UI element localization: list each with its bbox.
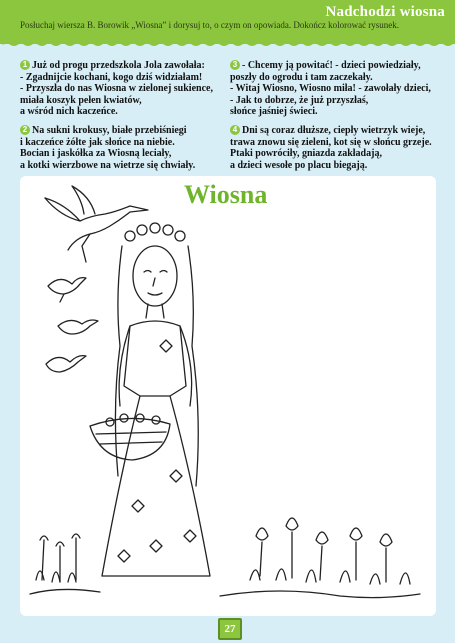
verse-line: - Chcemy ją powitać! - dzieci powiedziały,: [242, 60, 421, 71]
crocus-flowers-right: [220, 518, 420, 598]
verse-4: [230, 125, 432, 171]
page-title: Nadchodzi wiosna: [325, 4, 445, 20]
snowdrop-flowers-left: [30, 534, 100, 594]
verse-2: [20, 125, 195, 171]
verse-number-badge: 4: [230, 125, 240, 135]
swallow-icon: [48, 278, 86, 302]
verse-line: a dzieci wesołe po placu biegają.: [230, 159, 368, 171]
verse-line: - Witaj Wiosno, Wiosno miła! - zawołały dzieci,: [230, 83, 431, 95]
swallow-icon: [58, 320, 98, 334]
verse-line: trawa znowu się zieleni, kot się w słońcu grzeje.: [230, 136, 432, 148]
verse-line: słońce jaśniej świeci.: [230, 106, 318, 118]
drawing-title: Wiosna: [184, 180, 268, 209]
page-number-badge: 27: [218, 618, 242, 640]
instruction-text: Posłuchaj wiersza B. Borowik „Wiosna” i dorysuj to, o czym on opowiada. Dokończ kolorować rysunek.: [20, 20, 400, 30]
verse-line: a kotki wierzbowe na wietrze się chwiały.: [20, 159, 196, 171]
verse-3: [230, 60, 431, 118]
verse-line: Dni są coraz dłuższe, ciepły wietrzyk wieje,: [242, 125, 426, 136]
verse-number-badge: 3: [230, 60, 240, 70]
verse-line: Na sukni krokusy, białe przebiśniegi: [32, 125, 187, 136]
verse-number-badge: 1: [20, 60, 30, 70]
verse-line: poszły do ogrodu i tam zaczekały.: [230, 71, 373, 83]
spring-girl-figure: [90, 223, 210, 576]
verse-line: - Zgadnijcie kochani, kogo dziś widziałam!: [20, 71, 203, 83]
coloring-illustration[interactable]: [20, 176, 436, 616]
stork-icon: [45, 186, 148, 262]
verse-line: - Jak to dobrze, że już przyszłaś,: [230, 94, 369, 106]
header-scallop-edge: [0, 36, 455, 52]
verse-line: - Przyszła do nas Wiosna w zielonej sukience,: [20, 83, 213, 95]
verse-line: miała koszyk pełen kwiatów,: [20, 94, 142, 106]
verse-line: Już od progu przedszkola Jola zawołała:: [32, 60, 205, 71]
verse-line: Bocian i jaskółka za Wiosną leciały,: [20, 148, 172, 160]
verse-number-badge: 2: [20, 125, 30, 135]
verse-line: a wśród nich kaczeńce.: [20, 106, 118, 118]
verse-line: Ptaki powróciły, gniazda zakładają,: [230, 148, 382, 160]
verse-line: i kaczeńce żółte jak słońce na niebie.: [20, 136, 175, 148]
verse-1: [20, 60, 213, 118]
swallow-icon: [46, 356, 86, 372]
